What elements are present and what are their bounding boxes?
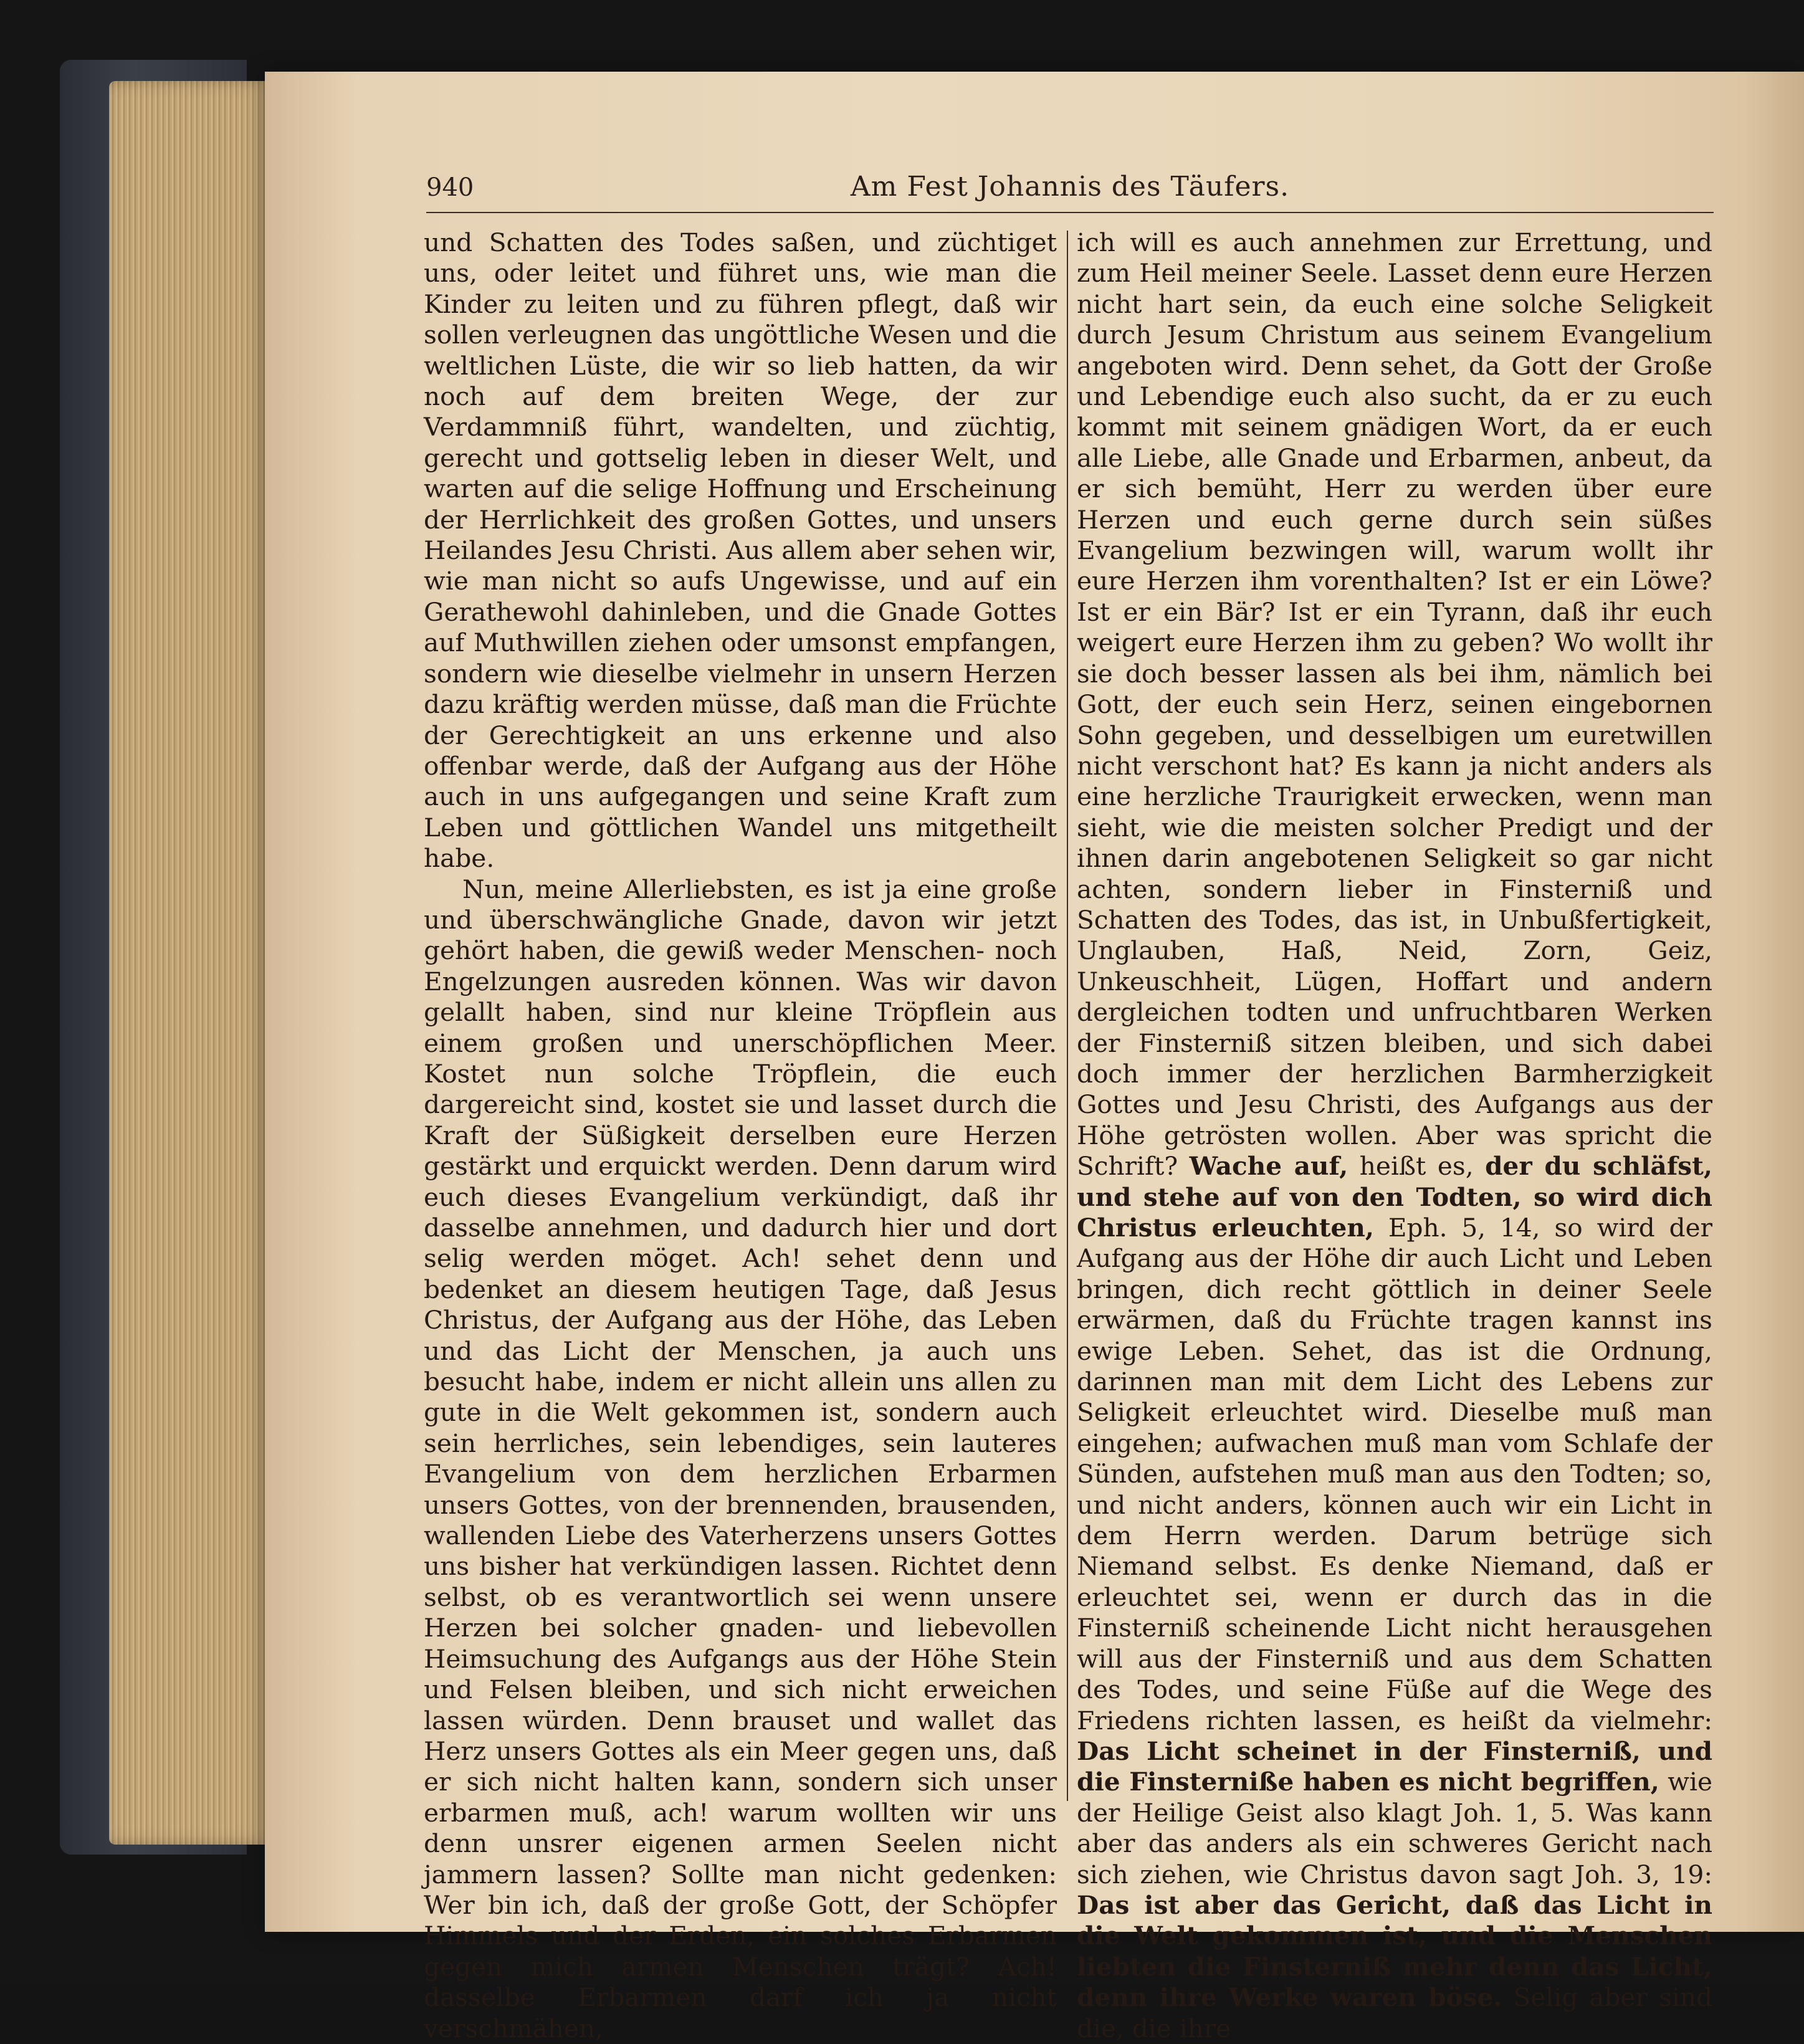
column-divider bbox=[1067, 231, 1068, 1801]
bold-quote: Wache auf, bbox=[1189, 1151, 1348, 1182]
page-number: 940 bbox=[426, 173, 474, 202]
page-edges bbox=[109, 81, 271, 1845]
paragraph: Nun, meine Allerliebsten, es ist ja eine große und überschwängliche Gnade, davon wir jetzt gehört haben, die gewiß weder Menschen- noch Engelzungen ausreden können. Was wir davon gelallt haben, sind nur kleine Tröpflein aus einem großen und unerschöpflichen Meer. Kostet nun solche Tröpflein, die euch dargereicht sind, kostet sie und lasset durch die Kraft der Süßigkeit derselben eure Herzen gestärkt und erquickt werden. Denn darum wird euch dieses Evangelium verkündigt, daß ihr dasselbe annehmen, und dadurch hier und dort selig werden möget. Ach! sehet denn und bedenket an diesem heutigen Tage, daß Jesus Christus, der Aufgang aus der Höhe, das Leben und das Licht der Menschen, ja auch uns besucht habe, indem er nicht allein uns allen zu gute in die Welt gekommen ist, sondern auch sein herrliches, sein lebendiges, sein lauteres Evangelium von dem herzlichen Erbarmen unsers Gottes, von der brennenden, brausenden, wallenden Liebe des Vaterherzens unsers Gottes uns bisher hat verkündigen lassen. Richtet denn selbst, ob es verantwortlich sei wenn unsere Herzen bei solcher gnaden- und liebevollen Heimsuchung des Aufgangs aus der Höhe Stein und Felsen bleiben, und sich nicht erweichen lassen würden. Denn brauset und wallet das Herz unsers Gottes als ein Meer gegen uns, daß er sich nicht halten kann, sondern sich unser erbarmen muß, ach! warum wollten wir uns denn unsrer eigenen armen Seelen nicht jammern lassen? Sollte man nicht gedenken: Wer bin ich, daß der große Gott, der Schöpfer Himmels und der Erden, ein solches Erbarmen gegen mich armen Menschen trägt? Ach! dasselbe Erbarmen darf ich ja nicht verschmähen, bbox=[424, 874, 1057, 2043]
text-run: ich will es auch annehmen zur Errettung, und zum Heil meiner Seele. Lasset denn eure Herzen nicht hart sein, da euch eine solche Seligkeit durch Jesum Christum aus seinem Evangelium angeboten wird. Denn sehet, da Gott der Große und Lebendige euch also sucht, da er zu euch kommt mit seinem gnädigen Wort, da er euch alle Liebe, alle Gnade und Erbarmen, anbeut, da er sich bemüht, Herr zu werden über eure Herzen und euch gerne durch sein süßes Evangelium bezwingen will, warum wollt ihr eure Herzen ihm vorenthalten? Ist er ein Löwe? Ist er ein Bär? Ist er ein Tyrann, daß ihr euch weigert eure Herzen ihm zu geben? Wo wollt ihr sie doch besser lassen als bei ihm, nämlich bei Gott, der euch sein Herz, seinen eingebornen Sohn gegeben, und desselbigen um euretwillen nicht verschont hat? Es kann ja nicht anders als eine herzliche Traurigkeit erwecken, wenn man sieht, wie die meisten solcher Predigt und der ihnen darin angebotenen Seligkeit so gar nicht achten, sondern lieber in Finsterniß und Schatten des Todes, das ist, in Unbußfertigkeit, Unglauben, Haß, Neid, Zorn, Geiz, Unkeuschheit, Lügen, Hoffart und andern dergleichen todten und unfruchtbaren Werken der Finsterniß sitzen bleiben, und sich dabei doch immer der herzlichen Barmherzigkeit Gottes und Jesu Christi, des Aufgangs aus der Höhe getrösten wollen. Aber was spricht die Schrift? bbox=[1077, 227, 1712, 1182]
text-run: Selig aber sind die, die ihre bbox=[1077, 1982, 1712, 2043]
text-run: Eph. 5, 14, so wird der Aufgang aus der Höhe dir auch Licht und Leben bringen, dich recht göttlich in deiner Seele erwärmen, daß du Früchte tragen kannst ins ewige Leben. Sehet, das ist die Ordnung, darinnen man mit dem Licht des Lebens zur Seligkeit erleuchtet wird. Dieselbe muß man eingehen; aufwachen muß man vom Schlafe der Sünden, aufstehen muß man aus den Todten; so, und nicht anders, können auch wir ein Licht in dem Herrn werden. Darum betrüge sich Niemand selbst. Es denke Niemand, daß er erleuchtet sei, wenn er durch das in die Finsterniß scheinende Licht nicht herausgehen will aus der Finsterniß und aus dem Schatten des Todes, und seine Füße auf die Wege des Friedens richten lassen, es heißt da vielmehr: bbox=[1077, 1213, 1712, 1736]
left-column bbox=[424, 227, 1057, 2043]
running-title: Am Fest Johannis des Täufers. bbox=[850, 171, 1290, 203]
bold-quote: Das Licht scheinet in der Finsterniß, und die Finsterniße haben es nicht begriffen, bbox=[1077, 1736, 1712, 1797]
bold-quote: Das ist aber das Gericht, daß das Licht in die Welt gekommen ist, und die Menschen liebten die Finsterniß mehr denn das Licht, denn ihre Werke waren böse. bbox=[1077, 1889, 1712, 2013]
page-header bbox=[426, 168, 1714, 213]
text-run: heißt es, bbox=[1359, 1151, 1474, 1182]
paragraph: und Schatten des Todes saßen, und züchtiget uns, oder leitet und führet uns, wie man die Kinder zu leiten und zu führen pflegt, daß wir sollen verleugnen das ungöttliche Wesen und die weltlichen Lüste, die wir so lieb hatten, da wir noch auf dem breiten Wege, der zur Verdammniß führt, wandelten, und züchtig, gerecht und gottselig leben in dieser Welt, und warten auf die selige Hoffnung und Erscheinung der Herrlichkeit des großen Gottes, und unsers Heilandes Jesu Christi. Aus allem aber sehen wir, wie man nicht so aufs Ungewisse, und auf ein Gerathewohl dahinleben, und die Gnade Gottes auf Muthwillen ziehen oder umsonst empfangen, sondern wie dieselbe vielmehr in unsern Herzen dazu kräftig werden müsse, daß man die Früchte der Gerechtigkeit an uns erkenne und also offenbar werde, daß der Aufgang aus der Höhe auch in uns aufgegangen und seine Kraft zum Leben und göttlichen Wandel uns mitgetheilt habe. bbox=[424, 227, 1057, 874]
text-run: wie der Heilige Geist also klagt Joh. 1, 5. Was kann aber das anders als ein schweres Gericht nach sich ziehen, wie Christus davon sagt Joh. 3, 19: bbox=[1077, 1767, 1712, 1889]
right-column bbox=[1077, 227, 1712, 2043]
bold-quote: der du schläfst, und stehe auf von den Todten, so wird dich Christus erleuchten, bbox=[1077, 1151, 1712, 1243]
paragraph bbox=[1077, 227, 1712, 2044]
